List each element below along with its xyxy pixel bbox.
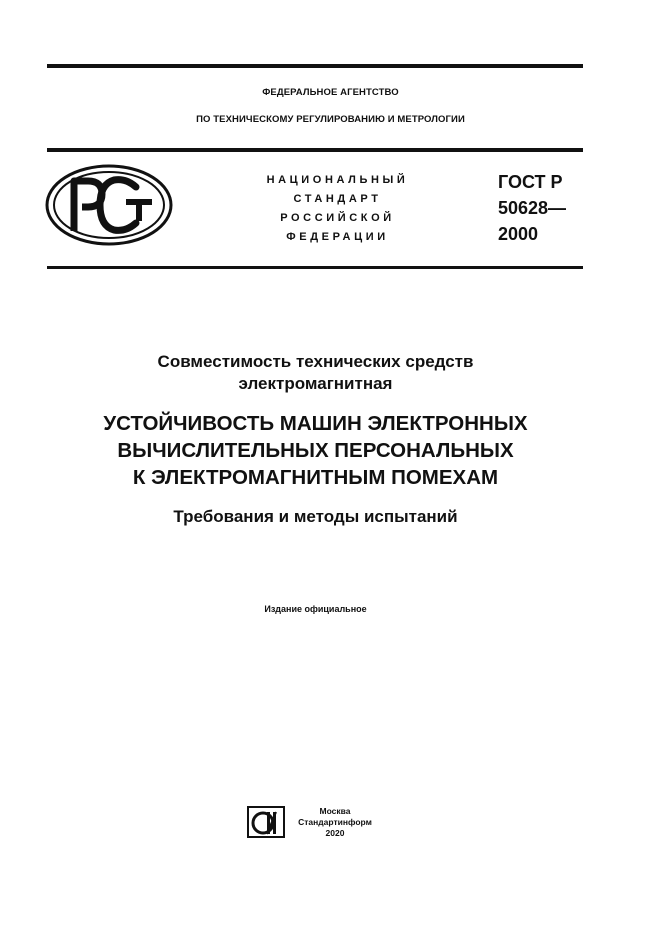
standard-type-line-4: ФЕДЕРАЦИИ <box>286 231 389 243</box>
edition-label: Издание официальное <box>264 604 367 614</box>
publisher-city: Москва <box>319 806 351 816</box>
title-main-line-1: УСТОЙЧИВОСТЬ МАШИН ЭЛЕКТРОННЫХ <box>103 412 528 435</box>
standard-type-line-1: НАЦИОНАЛЬНЫЙ <box>266 174 409 186</box>
header-rule-top <box>47 148 583 152</box>
agency-line-1: ФЕДЕРАЛЬНОЕ АГЕНТСТВО <box>262 87 399 98</box>
standartinform-logo-icon <box>247 806 285 838</box>
title-main-line-2: ВЫЧИСЛИТЕЛЬНЫХ ПЕРСОНАЛЬНЫХ <box>117 439 514 462</box>
standard-type-line-2: СТАНДАРТ <box>293 193 382 205</box>
designation-line-2: 50628— <box>498 198 567 218</box>
title-sub-line-1: Совместимость технических средств <box>157 352 474 371</box>
publisher-info <box>290 806 380 839</box>
standard-type <box>225 171 450 247</box>
top-rule-thick <box>47 64 583 68</box>
publisher-name: Стандартинформ <box>298 817 372 827</box>
agency-line-2: ПО ТЕХНИЧЕСКОМУ РЕГУЛИРОВАНИЮ И МЕТРОЛОГИИ <box>196 114 465 125</box>
rst-emblem-icon <box>44 163 174 247</box>
standard-type-line-3: РОССИЙСКОЙ <box>280 212 395 224</box>
designation-line-3: 2000 <box>498 224 539 244</box>
title-sub-line-2: электромагнитная <box>238 374 393 393</box>
publisher-year: 2020 <box>325 828 345 838</box>
title-requirements: Требования и методы испытаний <box>173 507 458 526</box>
header-rule-bottom <box>47 266 583 269</box>
standard-designation <box>498 169 566 247</box>
title-main-line-3: К ЭЛЕКТРОМАГНИТНЫМ ПОМЕХАМ <box>132 466 499 489</box>
designation-line-1: ГОСТ Р <box>498 172 563 192</box>
